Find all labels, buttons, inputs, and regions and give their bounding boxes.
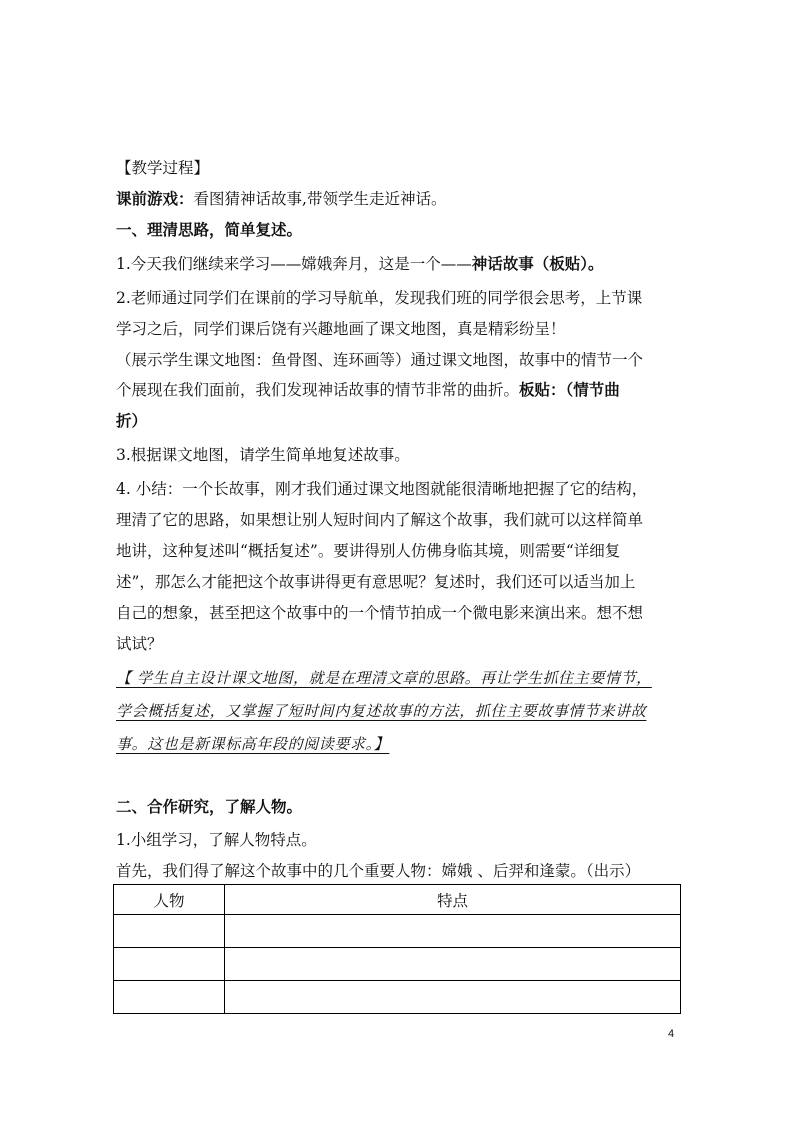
part1-item3: 3.根据课文地图，请学生简单地复述故事。 bbox=[116, 446, 410, 464]
table-row bbox=[114, 948, 681, 981]
table-header-character: 人物 bbox=[114, 885, 225, 915]
commentary-line2: 学会概括复述，又掌握了短时间内复述故事的方法，抓住主要故事情节来讲故 bbox=[116, 702, 647, 720]
table-row bbox=[114, 915, 681, 948]
part1-show-line1: （展示学生课文地图：鱼骨图、连环画等）通过课文地图，故事中的情节一个 bbox=[116, 351, 644, 369]
table-cell bbox=[225, 915, 681, 948]
table-cell bbox=[225, 981, 681, 1014]
part1-item2-line2: 学习之后，同学们课后饶有兴趣地画了课文地图，真是精彩纷呈！ bbox=[116, 320, 566, 338]
table-row bbox=[114, 981, 681, 1014]
part1-heading: 一、理清思路，简单复述。 bbox=[116, 220, 303, 239]
part2-heading: 二、合作研究，了解人物。 bbox=[116, 797, 303, 816]
part1-show-line2-text: 个展现在我们面前，我们发现神话故事的情节非常的曲折。 bbox=[116, 381, 520, 399]
part1-item4-line5: 自己的想象，甚至把这个故事中的一个情节拍成一个微电影来演出来。想不想 bbox=[116, 604, 644, 622]
part1-item1-bold: 神话故事（板贴）。 bbox=[471, 254, 604, 273]
part1-item4-line6: 试试？ bbox=[116, 635, 163, 653]
part1-show-line3: 折） bbox=[116, 411, 148, 430]
commentary-line3: 事。这也是新课标高年段的阅读要求。】 bbox=[116, 735, 390, 753]
part1-show-line2 bbox=[116, 380, 682, 400]
character-table bbox=[113, 884, 681, 1014]
table-cell bbox=[114, 981, 225, 1014]
part1-item4-line2: 理清了它的思路，如果想让别人短时间内了解这个故事，我们就可以这样简单 bbox=[116, 511, 644, 529]
part1-item2-line1: 2.老师通过同学们在课前的学习导航单，发现我们班的同学很会思考，上节课 bbox=[116, 289, 643, 307]
page-number: 4 bbox=[668, 1028, 675, 1040]
part1-item4-line1: 4. 小结：一个长故事，刚才我们通过课文地图就能很清晰地把握了它的结构， bbox=[116, 480, 648, 498]
table-cell bbox=[114, 915, 225, 948]
pregame-text: 看图猜神话故事,带领学生走近神话。 bbox=[193, 190, 447, 208]
table-cell bbox=[114, 948, 225, 981]
table-header-trait: 特点 bbox=[225, 885, 681, 915]
part1-item1-text: 1.今天我们继续来学习——嫦娥奔月，这是一个—— bbox=[116, 255, 472, 273]
part1-item1 bbox=[116, 254, 682, 274]
part2-intro: 首先，我们得了解这个故事中的几个重要人物：嫦娥 、后羿和逢蒙。（出示） bbox=[116, 862, 641, 880]
section-heading: 【教学过程】 bbox=[116, 159, 210, 177]
table-cell bbox=[225, 948, 681, 981]
table-header-row bbox=[114, 885, 681, 915]
part1-item4-line4: 述”，那怎么才能把这个故事讲得更有意思呢？复述时，我们还可以适当加上 bbox=[116, 573, 636, 591]
part2-item1: 1.小组学习，了解人物特点。 bbox=[116, 831, 317, 849]
commentary-line1: 【 学生自主设计课文地图，就是在理清文章的思路。再让学生抓住主要情节， bbox=[116, 669, 652, 687]
part1-board-label: 板贴：（情节曲 bbox=[519, 380, 620, 399]
pregame-label: 课前游戏： bbox=[116, 189, 194, 208]
part1-item4-line3: 地讲，这种复述叫“概括复述”。要讲得别人仿佛身临其境，则需要“详细复 bbox=[116, 542, 621, 560]
pregame-line bbox=[116, 189, 682, 209]
